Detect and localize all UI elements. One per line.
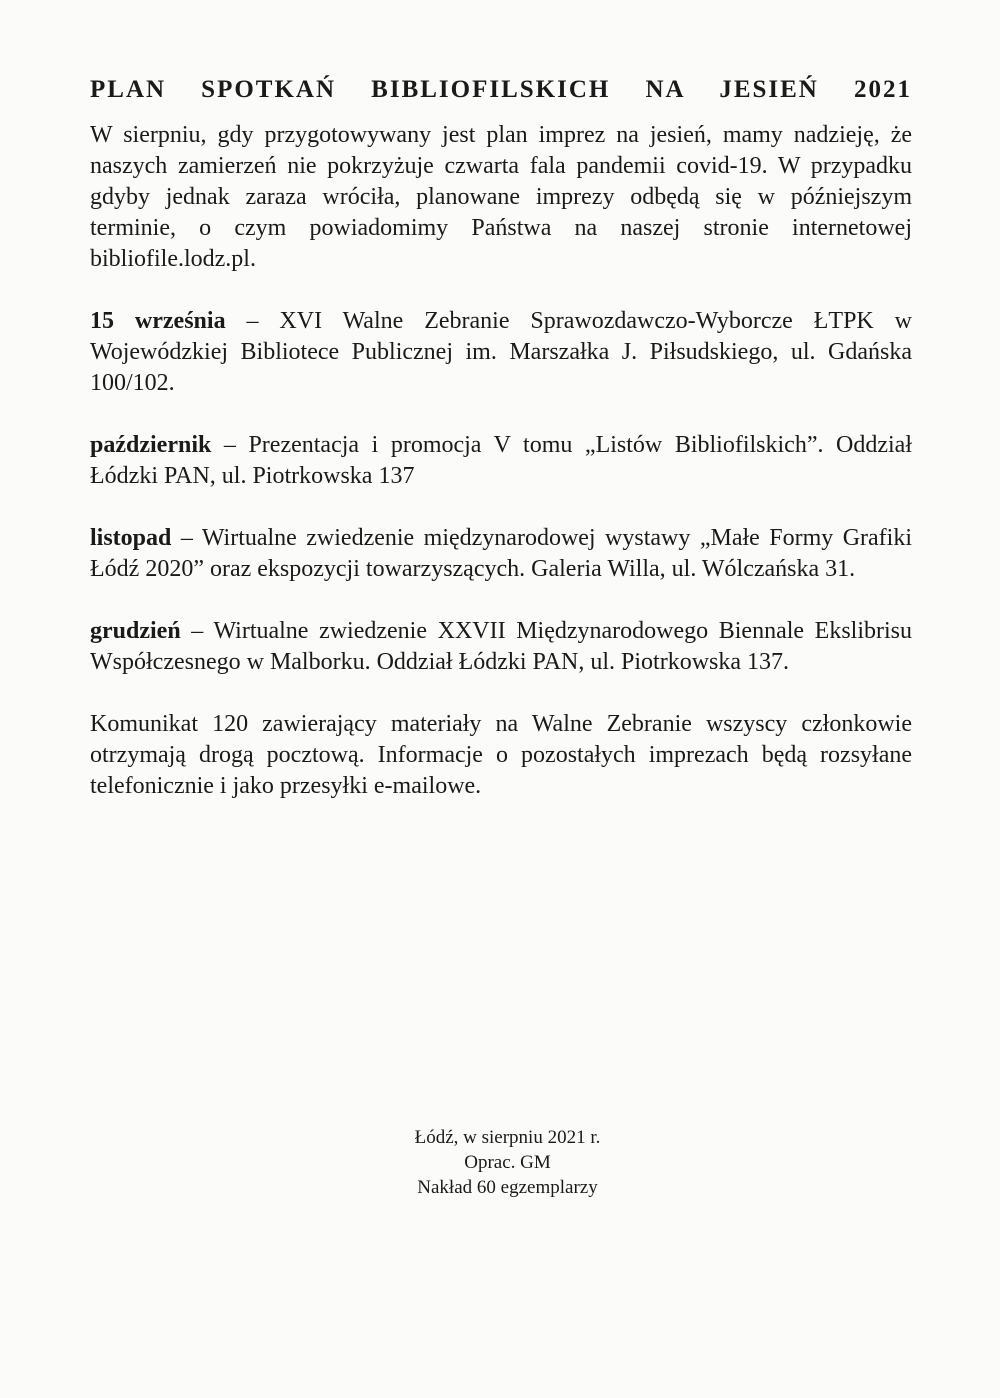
colophon-circulation: Nakład 60 egzemplarzy	[417, 1177, 598, 1198]
colophon	[0, 1125, 1000, 1200]
document-body	[90, 70, 912, 833]
event-paragraph-december	[90, 616, 912, 678]
page-title: PLAN SPOTKAŃ BIBLIOFILSKICH NA JESIEŃ 2021	[90, 76, 912, 103]
event-date: listopad	[90, 525, 172, 551]
event-description: – Wirtualne zwiedzenie międzynarodowej wystawy „Małe Formy Grafiki Łódź 2020” oraz ekspozycji towarzyszących. Galeria Willa, ul. Wólczańska 31.	[90, 525, 912, 582]
event-date: październik	[90, 432, 212, 458]
colophon-place-date: Łódź, w sierpniu 2021 r.	[414, 1127, 601, 1148]
event-date: grudzień	[90, 618, 181, 644]
event-description: – XVI Walne Zebranie Sprawozdawczo-Wyborcze ŁTPK w Wojewódzkiej Bibliotece Publicznej im. Marszałka J. Piłsudskiego, ul. Gdańska 100/102.	[90, 308, 912, 396]
event-description: – Prezentacja i promocja V tomu „Listów Bibliofilskich”. Oddział Łódzki PAN, ul. Piotrkowska 137	[90, 432, 912, 489]
event-date: 15 września	[90, 308, 226, 334]
event-paragraph-november	[90, 523, 912, 585]
event-description: – Wirtualne zwiedzenie XXVII Międzynarodowego Biennale Ekslibrisu Współczesnego w Malborku. Oddział Łódzki PAN, ul. Piotrkowska 137.	[90, 618, 912, 675]
colophon-prepared-by: Oprac. GM	[464, 1152, 551, 1173]
intro-paragraph: W sierpniu, gdy przygotowywany jest plan imprez na jesień, mamy nadzieję, że naszych zamierzeń nie pokrzyżuje czwarta fala pandemii covid-19. W przypadku gdyby jednak zaraza wróciła, planowane imprezy odbędą się w późniejszym terminie, o czym powiadomimy Państwa na naszej stronie internetowej bibliofile.lodz.pl.	[90, 122, 912, 272]
event-paragraph-september	[90, 306, 912, 399]
closing-paragraph: Komunikat 120 zawierający materiały na Walne Zebranie wszyscy członkowie otrzymają drogą pocztową. Informacje o pozostałych imprezach będą rozsyłane telefonicznie i jako przesyłki e-mailowe.	[90, 711, 912, 799]
event-paragraph-october	[90, 430, 912, 492]
